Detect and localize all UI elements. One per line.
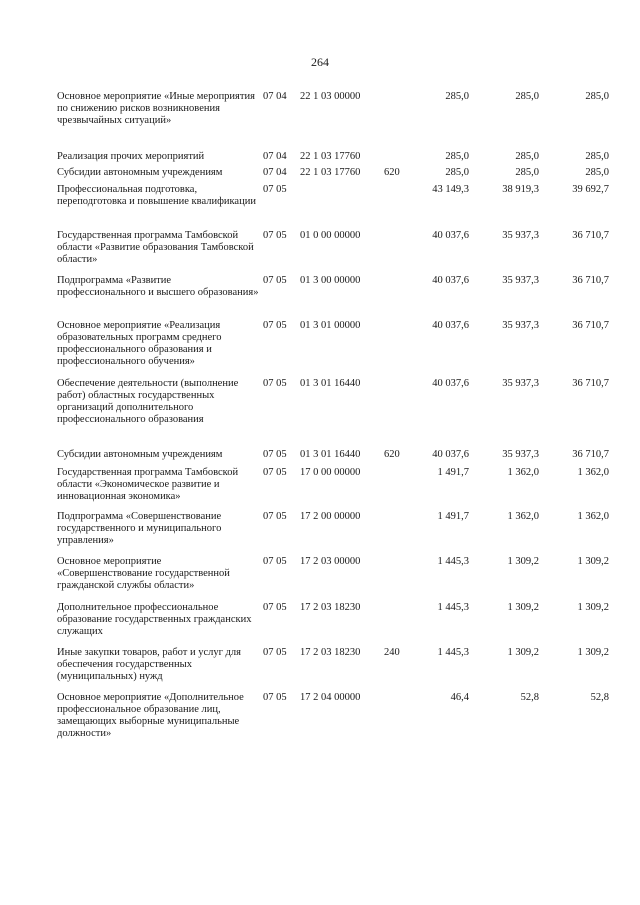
table-row	[0, 167, 640, 184]
row-value-2: 285,0	[515, 167, 539, 178]
row-name: Субсидии автономным учреждениям	[57, 167, 223, 178]
table-row	[0, 647, 640, 692]
row-value-1: 1 491,7	[437, 511, 469, 522]
row-section-code: 07 05	[263, 449, 287, 460]
row-value-2: 35 937,3	[502, 275, 539, 286]
row-value-1: 1 445,3	[437, 556, 469, 567]
row-target-article: 22 1 03 17760	[300, 167, 361, 178]
row-target-article: 22 1 03 00000	[300, 91, 361, 102]
row-value-2: 35 937,3	[502, 320, 539, 331]
row-section-code: 07 05	[263, 320, 287, 331]
table-row	[0, 151, 640, 167]
row-value-2: 1 362,0	[507, 467, 539, 478]
row-value-1: 40 037,6	[432, 230, 469, 241]
row-name: Дополнительное профессиональное образование государственных гражданских служащих	[57, 602, 252, 637]
table-row	[0, 467, 640, 511]
table-row	[0, 602, 640, 647]
row-value-1: 43 149,3	[432, 184, 469, 195]
row-name: Государственная программа Тамбовской области «Экономическое развитие и инновационная экономика»	[57, 467, 239, 502]
row-value-1: 40 037,6	[432, 449, 469, 460]
row-name: Обеспечение деятельности (выполнение работ) областных государственных организаций дополнительного профессионального образования	[57, 378, 239, 425]
row-target-article: 01 3 01 16440	[300, 378, 361, 389]
row-value-3: 36 710,7	[572, 378, 609, 389]
row-value-1: 285,0	[445, 167, 469, 178]
row-value-1: 1 491,7	[437, 467, 469, 478]
row-value-2: 35 937,3	[502, 449, 539, 460]
row-target-article: 22 1 03 17760	[300, 151, 361, 162]
row-section-code: 07 05	[263, 275, 287, 286]
row-target-article: 01 3 01 00000	[300, 320, 361, 331]
row-target-article: 17 2 03 18230	[300, 602, 361, 613]
row-value-1: 40 037,6	[432, 320, 469, 331]
row-value-1: 40 037,6	[432, 275, 469, 286]
row-section-code: 07 05	[263, 230, 287, 241]
row-expense-type: 240	[384, 647, 400, 658]
row-section-code: 07 04	[263, 91, 287, 102]
table-row	[0, 692, 640, 764]
row-value-3: 285,0	[585, 151, 609, 162]
row-name: Реализация прочих мероприятий	[57, 151, 205, 162]
row-section-code: 07 05	[263, 378, 287, 389]
row-value-2: 1 362,0	[507, 511, 539, 522]
row-value-2: 285,0	[515, 91, 539, 102]
row-value-2: 285,0	[515, 151, 539, 162]
row-value-1: 1 445,3	[437, 647, 469, 658]
row-target-article: 17 2 00 00000	[300, 511, 361, 522]
row-name: Подпрограмма «Совершенствование государственного и муниципального управления»	[57, 511, 222, 546]
row-value-3: 36 710,7	[572, 275, 609, 286]
row-value-2: 1 309,2	[507, 647, 539, 658]
row-target-article: 17 2 03 00000	[300, 556, 361, 567]
row-name: Основное мероприятие «Дополнительное профессиональное образование лиц, замещающих выборные муниципальные должности»	[57, 692, 244, 739]
row-target-article: 17 0 00 00000	[300, 467, 361, 478]
row-value-3: 285,0	[585, 167, 609, 178]
row-section-code: 07 04	[263, 151, 287, 162]
row-expense-type: 620	[384, 167, 400, 178]
row-value-3: 36 710,7	[572, 449, 609, 460]
table-row	[0, 511, 640, 556]
row-section-code: 07 05	[263, 184, 287, 195]
row-value-1: 285,0	[445, 91, 469, 102]
row-value-2: 1 309,2	[507, 556, 539, 567]
table-row	[0, 378, 640, 449]
row-section-code: 07 05	[263, 602, 287, 613]
row-section-code: 07 05	[263, 692, 287, 703]
row-value-3: 1 309,2	[577, 602, 609, 613]
row-name: Государственная программа Тамбовской области «Развитие образования Тамбовской области»	[57, 230, 254, 265]
row-value-3: 36 710,7	[572, 320, 609, 331]
row-value-1: 40 037,6	[432, 378, 469, 389]
row-expense-type: 620	[384, 449, 400, 460]
row-value-1: 46,4	[450, 692, 469, 703]
row-target-article: 01 3 00 00000	[300, 275, 361, 286]
row-name: Субсидии автономным учреждениям	[57, 449, 223, 460]
row-name: Подпрограмма «Развитие профессионального и высшего образования»	[57, 275, 259, 298]
budget-table	[0, 91, 640, 764]
row-target-article: 01 0 00 00000	[300, 230, 361, 241]
row-value-1: 1 445,3	[437, 602, 469, 613]
row-value-1: 285,0	[445, 151, 469, 162]
row-value-3: 36 710,7	[572, 230, 609, 241]
row-target-article: 17 2 03 18230	[300, 647, 361, 658]
table-row	[0, 556, 640, 602]
table-row	[0, 320, 640, 378]
row-value-3: 1 362,0	[577, 511, 609, 522]
page-number: 264	[311, 55, 329, 69]
row-name: Иные закупки товаров, работ и услуг для обеспечения государственных (муниципальных) нужд	[57, 647, 241, 682]
row-value-3: 52,8	[590, 692, 609, 703]
row-value-2: 35 937,3	[502, 378, 539, 389]
row-name: Профессиональная подготовка, переподготовка и повышение квалификации	[57, 184, 256, 207]
row-name: Основное мероприятие «Реализация образовательных программ среднего профессионального образования и профессионального обучения»	[57, 320, 222, 367]
row-section-code: 07 05	[263, 467, 287, 478]
row-value-2: 52,8	[520, 692, 539, 703]
row-section-code: 07 05	[263, 647, 287, 658]
table-row	[0, 275, 640, 320]
table-row	[0, 230, 640, 275]
row-section-code: 07 04	[263, 167, 287, 178]
row-section-code: 07 05	[263, 511, 287, 522]
table-row	[0, 184, 640, 230]
table-row	[0, 91, 640, 151]
row-name: Основное мероприятие «Совершенствование государственной гражданской службы области»	[57, 556, 230, 591]
row-value-3: 39 692,7	[572, 184, 609, 195]
row-value-3: 1 362,0	[577, 467, 609, 478]
row-value-3: 285,0	[585, 91, 609, 102]
table-row	[0, 449, 640, 467]
row-value-3: 1 309,2	[577, 556, 609, 567]
row-target-article: 01 3 01 16440	[300, 449, 361, 460]
row-value-2: 38 919,3	[502, 184, 539, 195]
row-section-code: 07 05	[263, 556, 287, 567]
row-value-2: 1 309,2	[507, 602, 539, 613]
row-value-2: 35 937,3	[502, 230, 539, 241]
row-name: Основное мероприятие «Иные мероприятия по снижению рисков возникновения чрезвычайных ситуаций»	[57, 91, 255, 126]
row-value-3: 1 309,2	[577, 647, 609, 658]
row-target-article: 17 2 04 00000	[300, 692, 361, 703]
